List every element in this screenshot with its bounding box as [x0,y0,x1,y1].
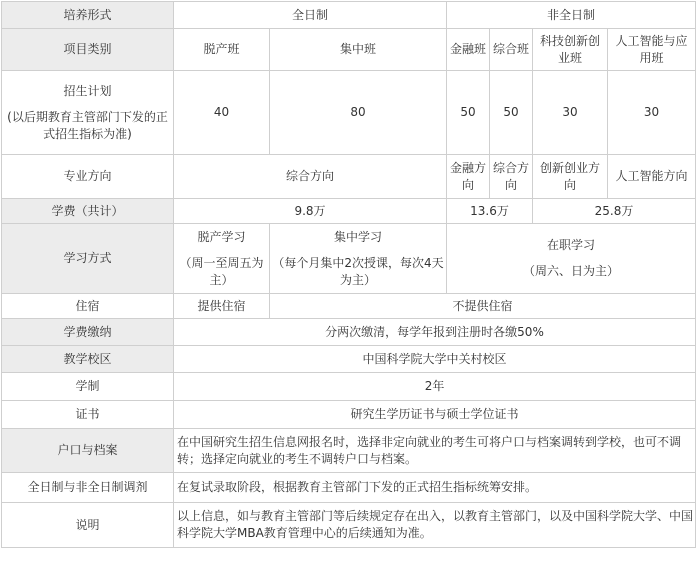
study-mode-label: 学习方式 [2,224,174,294]
program-type-label: 项目类别 [2,29,174,71]
enrollment-plan-note: (以后期教育主管部门下发的正式招生指标为准) [7,109,168,141]
enrollment-plan-cell: 30 [608,71,696,155]
certificate-value: 研究生学历证书与硕士学位证书 [174,401,696,429]
hukou-label: 户口与档案 [2,429,174,473]
study-mode-intensive-detail: （每个月集中2次授课，每次4天为主） [272,255,444,287]
study-mode-onjob-title: 在职学习 [547,238,596,252]
enrollment-plan-cell: 40 [174,71,270,155]
row-tuition [2,199,696,224]
direction-cell: 人工智能方向 [608,155,696,199]
enrollment-plan-cell: 50 [447,71,490,155]
certificate-label: 证书 [2,401,174,429]
study-mode-onjob [447,224,696,294]
direction-cell: 创新创业方向 [533,155,608,199]
admissions-table [1,1,696,548]
direction-cell: 金融方向 [447,155,490,199]
row-adjustment [2,473,696,503]
hukou-value: 在中国研究生招生信息网报名时，选择非定向就业的考生可将户口与档案调转到学校，也可不调转；选择定向就业的考生不调转户口与档案。 [174,429,696,473]
tuition-full-time: 9.8万 [174,199,447,224]
campus-label: 教学校区 [2,346,174,373]
program-type-cell: 集中班 [270,29,447,71]
accommodation-label: 住宿 [2,294,174,319]
row-certificate [2,401,696,429]
adjustment-value: 在复试录取阶段，根据教育主管部门下发的正式招生指标统筹安排。 [174,473,696,503]
study-mode-release-title: 脱产学习 [197,229,246,244]
notes-value: 以上信息，如与教育主管部门等后续规定存在出入，以教育主管部门，以及中国科学院大学、中国科学院大学MBA教育管理中心的后续通知为准。 [174,503,696,548]
direction-full-time: 综合方向 [174,155,447,199]
enrollment-plan-cell: 30 [533,71,608,155]
duration-label: 学制 [2,373,174,401]
study-mode-intensive-title: 集中学习 [334,229,383,244]
program-type-cell: 金融班 [447,29,490,71]
study-mode-intensive [270,224,447,294]
program-type-cell: 综合班 [490,29,533,71]
tuition-part-time-b: 25.8万 [533,199,696,224]
row-payment [2,319,696,346]
row-enrollment-plan [2,71,696,155]
study-mode-onjob-detail: （周六、日为主） [523,264,620,278]
row-notes [2,503,696,548]
full-time-header: 全日制 [174,2,447,29]
study-mode-release [174,224,270,294]
payment-value: 分两次缴清，每学年报到注册时各缴50% [174,319,696,346]
program-type-cell: 科技创新创业班 [533,29,608,71]
row-campus [2,346,696,373]
tuition-part-time-a: 13.6万 [447,199,533,224]
adjustment-label: 全日制与非全日制调剂 [2,473,174,503]
enrollment-plan-cell: 80 [270,71,447,155]
row-hukou [2,429,696,473]
row-program-type [2,29,696,71]
program-type-cell: 脱产班 [174,29,270,71]
enrollment-plan-cell: 50 [490,71,533,155]
row-direction [2,155,696,199]
row-duration [2,373,696,401]
direction-cell: 综合方向 [490,155,533,199]
accommodation-not-provided: 不提供住宿 [270,294,696,319]
direction-label: 专业方向 [2,155,174,199]
tuition-label: 学费（共计） [2,199,174,224]
duration-value: 2年 [174,373,696,401]
study-mode-release-detail: （周一至周五为主） [179,255,264,287]
enrollment-plan-label [2,71,174,155]
notes-label: 说明 [2,503,174,548]
row-accommodation [2,294,696,319]
accommodation-provided: 提供住宿 [174,294,270,319]
part-time-header: 非全日制 [447,2,696,29]
row-training-form [2,2,696,29]
payment-label: 学费缴纳 [2,319,174,346]
training-form-label: 培养形式 [2,2,174,29]
enrollment-plan-title: 招生计划 [63,83,112,98]
program-type-cell: 人工智能与应用班 [608,29,696,71]
campus-value: 中国科学院大学中关村校区 [174,346,696,373]
row-study-mode [2,224,696,294]
